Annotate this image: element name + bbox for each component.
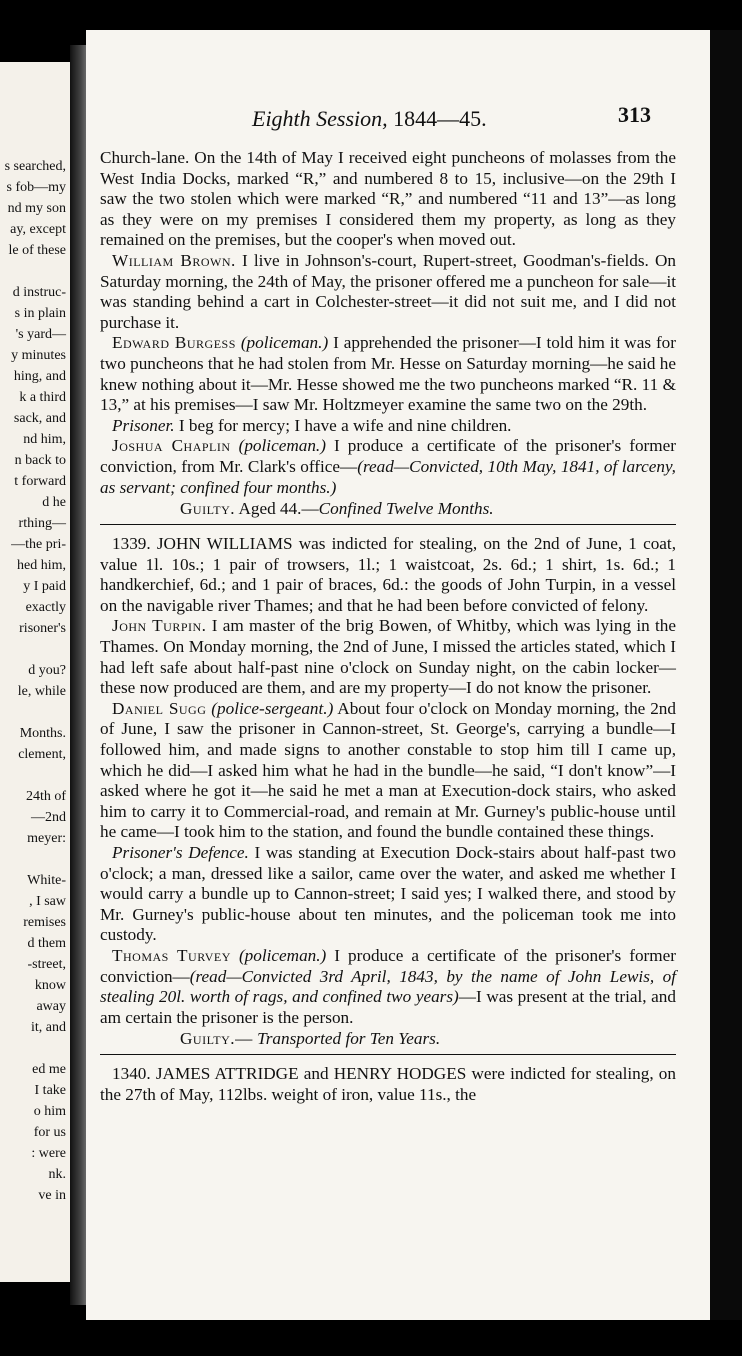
testimony-paragraph: William Brown. I live in Johnson's-court, Rupert-street, Goodman's-fields. On Saturday morning, the 24th of May, the prisoner offered me a puncheon for sale—it was standing behind a cart in Colchester-street—it did not suit me, and I did not purchase it.: [100, 250, 677, 332]
section-rule: [100, 524, 676, 525]
margin-fragment: d instruc-: [12, 285, 66, 300]
margin-fragment: t forward: [14, 474, 66, 489]
margin-fragment: : were: [31, 1146, 66, 1161]
speaker-name: Edward Burgess: [112, 333, 236, 353]
testimony-paragraph: Edward Burgess (policeman.) I apprehended the prisoner—I told him it was for two puncheons that he had stolen from Mr. Hesse on Saturday morning—he said he knew nothing about it—Mr. Hesse showed me the two puncheons marked “R. 11 & 13,” at his premises—I saw Mr. Holtzmeyer examine the same two on the 29th.: [100, 333, 676, 415]
facing-page-fragment: [0, 62, 72, 1282]
margin-fragment: ve in: [38, 1188, 66, 1203]
margin-fragment: nk.: [48, 1167, 66, 1182]
speaker-name: John Turpin.: [112, 616, 207, 636]
speaker-label: Prisoner's Defence.: [112, 843, 249, 862]
margin-fragment: it, and: [31, 1020, 66, 1035]
speaker-name: Thomas Turvey: [112, 945, 231, 965]
margin-fragment: s fob—my: [6, 180, 66, 195]
margin-fragment: d them: [27, 936, 66, 951]
case-heading-paragraph: 1339. JOHN WILLIAMS was indicted for stealing, on the 2nd of June, 1 coat, value 1l. 10s.; 1 pair of trowsers, 1l.; 1 waistcoat, 2s. 6d.; 1 shirt, 1s. 6d.; 1 handkerchief, 6d.; and 1 pair of braces, 6d.: the goods of John Turpin, in a vessel on the navigable river Thames; and that he had been before convicted of felony.: [100, 534, 676, 615]
margin-fragment: Months.: [19, 726, 66, 741]
margin-fragment: hing, and: [13, 369, 66, 384]
testimony-paragraph: Thomas Turvey (policeman.) I produce a certificate of the prisoner's former conviction—(read—Convicted 3rd April, 1843, by the name of John Lewis, of stealing 20l. worth of rags, and confined two years)—I was present at the trial, and am certain the prisoner is the person.: [100, 945, 676, 1027]
case-heading-paragraph: 1340. JAMES ATTRIDGE and HENRY HODGES were indicted for stealing, on the 27th of May, 112lbs. weight of iron, value 11s., the: [100, 1064, 676, 1104]
margin-fragment: —2nd: [31, 810, 66, 825]
speaker-name: Daniel Sugg: [112, 698, 207, 718]
speaker-name: Joshua Chaplin: [112, 436, 231, 456]
speaker-name: William Brown.: [112, 250, 236, 270]
margin-fragment: hed him,: [17, 558, 66, 573]
margin-fragment: White-: [27, 873, 66, 888]
testimony-paragraph: Prisoner. I beg for mercy; I have a wife and nine children.: [112, 415, 512, 435]
margin-fragment: remises: [23, 915, 66, 930]
margin-fragment: clement,: [18, 747, 66, 762]
verdict-line: Guilty.— Transported for Ten Years.: [180, 1029, 441, 1049]
speaker-label: Prisoner.: [112, 415, 175, 435]
margin-fragment: ed me: [32, 1062, 66, 1077]
margin-fragment: rthing—: [18, 516, 66, 531]
margin-fragment: s in plain: [14, 306, 66, 321]
dark-edge: [710, 30, 742, 1320]
margin-fragment: y I paid: [23, 579, 66, 594]
margin-fragment: sack, and: [13, 411, 66, 426]
margin-fragment: for us: [33, 1125, 66, 1140]
margin-fragment: le of these: [8, 243, 66, 258]
margin-fragment: I take: [34, 1083, 66, 1098]
margin-fragment: know: [34, 978, 66, 993]
margin-fragment: away: [36, 999, 66, 1014]
testimony-paragraph: Daniel Sugg (police-sergeant.) About four o'clock on Monday morning, the 2nd of June, I saw the prisoner in Cannon-street, St. George's, carrying a bundle—I followed him, and made signs to another constable to stop him till I came up, which he did—I asked him what he had in the bundle—he said, “I don't know”—I asked where he got it—he said he met a man at Execution-dock stairs, who asked him to carry it to Commercial-road, and remain at Mr. Gurney's public-house until he came—I took him to the station, and found the bundle contained these things.: [100, 698, 676, 842]
margin-fragment: exactly: [25, 600, 66, 615]
margin-fragment: —the pri-: [11, 537, 66, 552]
margin-fragment: n back to: [14, 453, 66, 468]
testimony-paragraph: Church-lane. On the 14th of May I received eight puncheons of molasses from the West India Docks, marked “R,” and numbered 8 to 15, inclusive—on the 29th I saw the two stolen which were marked “R,” and numbered “11 and 13”—as long as they were on my premises I considered them my property, as long as they remained on the premises, but the cooper's when moved out.: [100, 148, 676, 250]
margin-fragment: d you?: [28, 663, 66, 678]
margin-fragment: s searched,: [4, 159, 66, 174]
margin-fragment: , I saw: [29, 894, 66, 909]
margin-fragment: nd him,: [23, 432, 66, 447]
verdict-line: Guilty. Aged 44.—Confined Twelve Months.: [180, 499, 494, 519]
margin-fragment: risoner's: [19, 621, 66, 636]
book-page: [86, 30, 710, 1320]
page-body: [100, 148, 676, 1106]
margin-fragment: 's yard—: [15, 327, 66, 342]
margin-fragment: d he: [42, 495, 66, 510]
margin-fragment: meyer:: [27, 831, 66, 846]
margin-fragment: k a third: [19, 390, 66, 405]
page-header: [86, 96, 710, 136]
testimony-paragraph: Prisoner's Defence. I was standing at Execution Dock-stairs about half-past two o'clock; a man, dressed like a sailor, came over the water, and asked me whether I would carry a bundle up to Cannon-street; I said yes; I walked there, and stood by Mr. Gurney's public-house about ten minutes, and the policeman took me into custody.: [100, 843, 676, 945]
page-number: 313: [618, 102, 651, 127]
margin-fragment: le, while: [17, 684, 66, 699]
margin-fragment: y minutes: [11, 348, 66, 363]
running-title: Eighth Session, 1844—45.: [252, 106, 487, 131]
testimony-paragraph: Joshua Chaplin (policeman.) I produce a certificate of the prisoner's former conviction, from Mr. Clark's office—(read—Convicted, 10th May, 1841, of larceny, as servant; confined four months.): [100, 436, 676, 497]
margin-fragment: 24th of: [25, 789, 66, 804]
margin-fragment: o him: [33, 1104, 66, 1119]
testimony-paragraph: John Turpin. I am master of the brig Bowen, of Whitby, which was lying in the Thames. On Monday morning, the 2nd of June, I missed the articles stated, which I had left safe about half-past nine o'clock on Sunday night, on the cabin locker—these now produced are them, and are my property—I do not know the prisoner.: [100, 616, 676, 698]
section-rule: [100, 1054, 676, 1055]
margin-fragment: ay, except: [10, 222, 66, 237]
margin-fragment: -street,: [27, 957, 66, 972]
margin-fragment: nd my son: [7, 201, 66, 216]
